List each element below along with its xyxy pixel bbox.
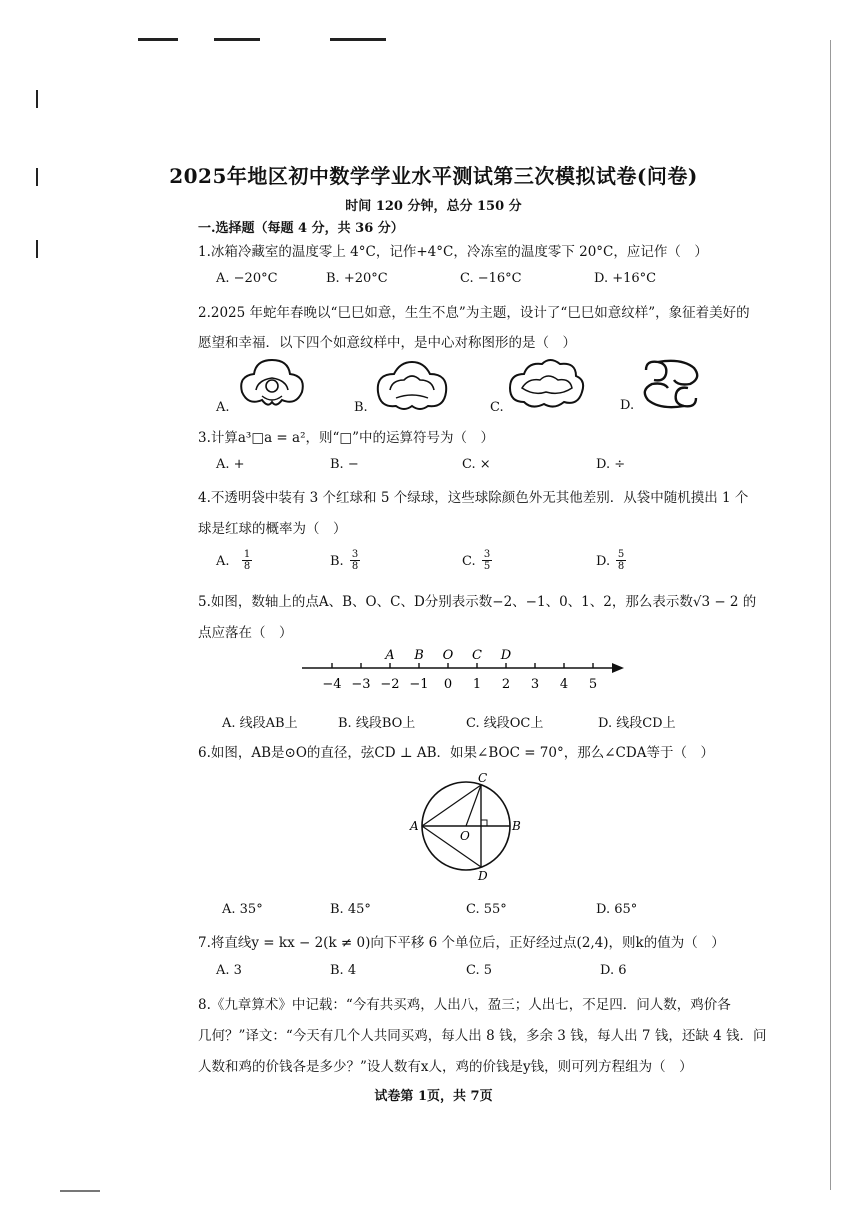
q4-fraction-b: 3 8 xyxy=(351,549,359,572)
q3-option-c: C. × xyxy=(462,457,491,472)
scan-mark xyxy=(138,38,178,41)
q4-option-a: A. xyxy=(216,554,230,569)
q4-option-b: B. xyxy=(330,554,344,569)
q7-option-b: B. 4 xyxy=(330,963,357,978)
q6-option-a: A. 35° xyxy=(222,902,263,917)
question-8-line-2: 几何？”译文：“今天有几个人共同买鸡，每人出 8 钱，多余 3 钱，每人出 7 钱，还缺 4 钱．问 xyxy=(198,1028,767,1044)
section-heading: 一.选择题（每题 4 分，共 36 分） xyxy=(198,221,404,236)
q2-option-c: C. xyxy=(490,400,504,415)
arrow-head-icon xyxy=(612,663,624,673)
axis-point-label: D xyxy=(500,648,512,663)
question-6: 6.如图，AB是⊙O的直径，弦CD ⊥ AB．如果∠BOC = 70°，那么∠CDA等于（ ） xyxy=(198,745,714,761)
question-2-line-1: 2.2025 年蛇年春晚以“巳巳如意，生生不息”为主题，设计了“巳巳如意纹样”，象征着美好的 xyxy=(198,305,750,321)
page-title: 2025年地区初中数学学业水平测试第三次模拟试卷(问卷) xyxy=(169,164,698,188)
scan-mark xyxy=(36,90,38,108)
q4-option-c: C. xyxy=(462,554,476,569)
page-footer: 试卷第 1页，共 7页 xyxy=(374,1089,493,1104)
axis-tick-label: 2 xyxy=(501,677,511,692)
q7-option-a: A. 3 xyxy=(216,963,242,978)
q7-option-d: D. 6 xyxy=(600,963,627,978)
ruyi-pattern-a-icon xyxy=(236,352,308,412)
q1-option-c: C. −16°C xyxy=(460,271,522,286)
axis-tick-label: −2 xyxy=(380,677,400,692)
axis-point-label: C xyxy=(472,648,482,663)
question-4-line-2: 球是红球的概率为（ ） xyxy=(198,521,347,537)
q5-option-d: D. 线段CD上 xyxy=(598,716,676,731)
radius-oc xyxy=(466,785,481,826)
q1-option-d: D. +16°C xyxy=(594,271,657,286)
number-line-figure xyxy=(290,646,630,694)
scan-mark xyxy=(60,1190,100,1192)
axis-point-label: O xyxy=(442,648,454,663)
q4-fraction-d: 5 8 xyxy=(617,549,625,572)
q1-option-a: A. −20°C xyxy=(216,271,278,286)
axis-point-label: B xyxy=(414,648,424,663)
q3-option-b: B. − xyxy=(330,457,359,472)
segment-ac xyxy=(422,785,481,826)
scan-mark xyxy=(330,38,386,41)
question-5-line-1: 5.如图，数轴上的点A、B、O、C、D分别表示数−2、−1、0、1、2，那么表示数√3 − 2 的 xyxy=(198,594,757,610)
axis-tick-label: −1 xyxy=(409,677,429,692)
q4-fraction-c: 3 5 xyxy=(483,549,491,572)
question-2-line-2: 愿望和幸福．以下四个如意纹样中，是中心对称图形的是（ ） xyxy=(198,335,576,351)
ruyi-pattern-b-icon xyxy=(372,356,452,414)
q1-option-b: B. +20°C xyxy=(326,271,388,286)
q5-option-a: A. 线段AB上 xyxy=(222,716,298,731)
q2-option-d: D. xyxy=(620,398,635,413)
question-4-line-1: 4.不透明袋中装有 3 个红球和 5 个绿球，这些球除颜色外无其他差别．从袋中随机摸出 1 个 xyxy=(198,490,749,506)
question-7: 7.将直线y = kx − 2(k ≠ 0)向下平移 6 个单位后，正好经过点(2,4)，则k的值为（ ） xyxy=(198,935,725,951)
question-5-line-2: 点应落在（ ） xyxy=(198,625,293,641)
axis-tick-label: −3 xyxy=(351,677,371,692)
label-o: O xyxy=(460,829,470,843)
label-b: B xyxy=(512,819,521,833)
ruyi-pattern-d-icon xyxy=(638,356,704,412)
q7-option-c: C. 5 xyxy=(466,963,493,978)
axis-tick-label: 5 xyxy=(588,677,598,692)
scan-mark xyxy=(36,240,38,258)
right-angle-mark xyxy=(481,820,487,826)
q4-option-d: D. xyxy=(596,554,611,569)
q6-option-d: D. 65° xyxy=(596,902,638,917)
axis-tick-label: 3 xyxy=(530,677,540,692)
question-3: 3.计算a³□a = a²，则“□”中的运算符号为（ ） xyxy=(198,430,495,446)
axis-tick-label: 4 xyxy=(559,677,569,692)
q5-option-b: B. 线段BO上 xyxy=(338,716,416,731)
question-8-line-3: 人数和鸡的价钱各是多少？”设人数有x人，鸡的价钱是y钱，则可列方程组为（ ） xyxy=(198,1059,693,1075)
q5-option-c: C. 线段OC上 xyxy=(466,716,544,731)
axis-tick-label: −4 xyxy=(322,677,342,692)
label-a: A xyxy=(410,819,419,833)
q6-option-b: B. 45° xyxy=(330,902,371,917)
circle-figure xyxy=(402,764,530,892)
axis-tick-label: 1 xyxy=(472,677,482,692)
q3-option-d: D. ÷ xyxy=(596,457,626,472)
label-d: D xyxy=(478,869,488,883)
axis-tick-label: 0 xyxy=(443,677,453,692)
segment-ad xyxy=(422,826,481,867)
q2-option-a: A. xyxy=(216,400,230,415)
q6-option-c: C. 55° xyxy=(466,902,507,917)
scan-mark xyxy=(214,38,260,41)
q4-fraction-a: 1 8 xyxy=(243,549,251,572)
q3-option-a: A. + xyxy=(216,457,245,472)
exam-time: 时间 120 分钟，总分 150 分 xyxy=(345,199,522,214)
question-1: 1.冰箱冷藏室的温度零上 4°C，记作+4°C，冷冻室的温度零下 20°C，应记作（ ） xyxy=(198,244,708,260)
q2-option-b: B. xyxy=(354,400,368,415)
axis-point-label: A xyxy=(385,648,395,663)
ruyi-pattern-c-icon xyxy=(506,356,588,412)
label-c: C xyxy=(478,771,488,785)
question-8-line-1: 8.《九章算术》中记载：“今有共买鸡，人出八，盈三；人出七，不足四．问人数，鸡价各 xyxy=(198,997,731,1013)
